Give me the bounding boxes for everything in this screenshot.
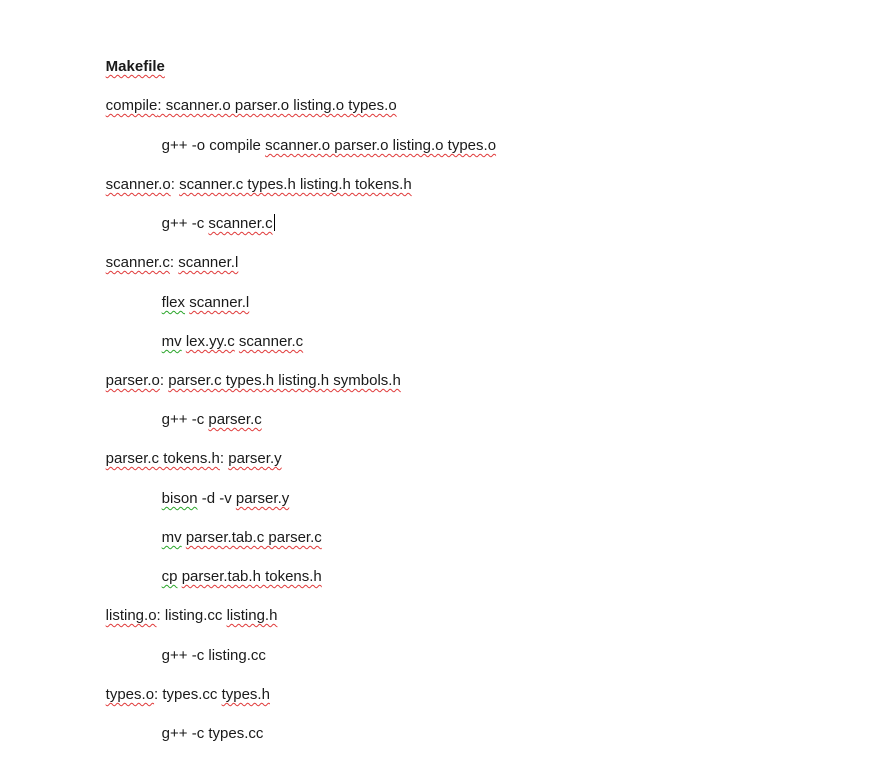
- token: g++ -c types.cc: [161, 725, 264, 742]
- token: scanner.o parser.o listing.o types.o: [265, 137, 497, 154]
- token: -d -v: [197, 490, 236, 507]
- token: parser.tab.c parser.c: [185, 529, 322, 546]
- token: : scanner.o parser.o listing.o types.o: [157, 97, 397, 114]
- token: parser.o: [105, 372, 160, 389]
- token: compile: [105, 97, 158, 114]
- token: g++ -c listing.cc: [161, 647, 266, 664]
- token: :: [169, 254, 179, 271]
- token: g++ -c: [161, 411, 209, 428]
- token: scanner.l: [189, 294, 250, 311]
- token: scanner.o: [105, 176, 171, 193]
- token: types.o: [105, 686, 155, 703]
- token: scanner.l: [178, 254, 239, 271]
- token: scanner.c: [105, 254, 170, 271]
- token: parser.c tokens.h: [105, 450, 220, 467]
- token: :: [159, 372, 169, 389]
- token: cp: [161, 568, 178, 585]
- token: :: [170, 176, 180, 193]
- token: parser.y: [235, 490, 290, 507]
- token: bison: [161, 490, 198, 507]
- token: lex.yy.c: [185, 333, 235, 350]
- token: parser.c types.h listing.h symbols.h: [168, 372, 401, 389]
- token: :: [219, 450, 229, 467]
- text-cursor: [274, 214, 275, 231]
- token: scanner.c: [238, 333, 304, 350]
- line-cmd-types-o: [145, 704, 263, 764]
- token: scanner.c types.h listing.h tokens.h: [179, 176, 412, 193]
- token: listing.h: [226, 607, 278, 624]
- token: parser.tab.h tokens.h: [181, 568, 322, 585]
- token: mv: [161, 529, 182, 546]
- token: g++ -c: [161, 215, 209, 232]
- token: mv: [161, 333, 182, 350]
- token: listing.o: [105, 607, 157, 624]
- token: Makefile: [105, 58, 165, 75]
- token: : listing.cc: [156, 607, 227, 624]
- token: scanner.c: [208, 215, 273, 232]
- token: g++ -o compile: [161, 137, 266, 154]
- token: parser.c: [208, 411, 262, 428]
- token: : types.cc: [154, 686, 222, 703]
- token: flex: [161, 294, 186, 311]
- token: types.h: [221, 686, 270, 703]
- token: parser.y: [228, 450, 282, 467]
